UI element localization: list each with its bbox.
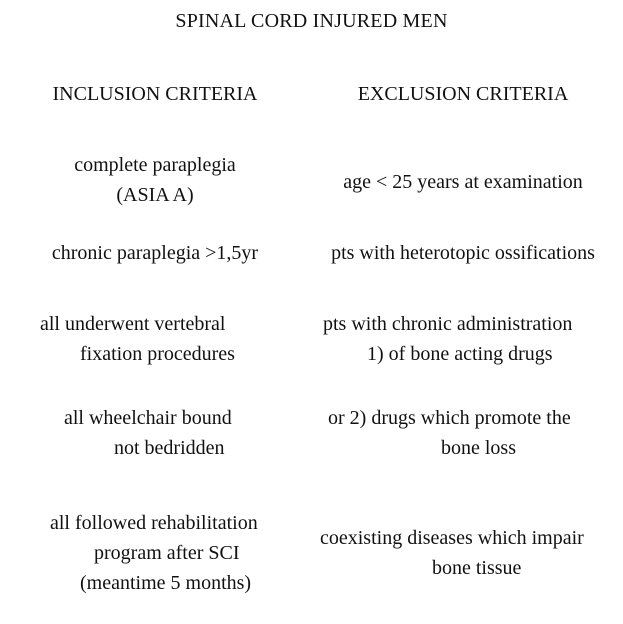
inclusion-item	[64, 403, 232, 463]
exclusion-item	[328, 403, 571, 463]
inclusion-item-line: complete paraplegia	[74, 154, 236, 176]
exclusion-item-line: pts with heterotopic ossifications	[331, 242, 595, 264]
inclusion-item-line: program after SCI	[94, 542, 240, 564]
exclusion-item-line: age < 25 years at examination	[343, 171, 583, 193]
inclusion-item	[40, 309, 235, 369]
exclusion-item-line: bone tissue	[432, 557, 522, 579]
exclusion-item	[313, 167, 613, 197]
inclusion-item-line: (ASIA A)	[116, 184, 194, 206]
exclusion-item-line: bone loss	[441, 437, 516, 459]
inclusion-item-line: not bedridden	[114, 437, 225, 459]
exclusion-item	[323, 309, 572, 369]
inclusion-item	[10, 238, 300, 268]
exclusion-item-line: pts with chronic administration	[323, 313, 573, 335]
exclusion-item-line: 1) of bone acting drugs	[367, 343, 553, 365]
inclusion-heading: INCLUSION CRITERIA	[52, 83, 258, 105]
inclusion-item-line: all followed rehabilitation	[50, 512, 258, 534]
inclusion-item	[50, 508, 258, 598]
inclusion-item-line: fixation procedures	[80, 343, 235, 365]
exclusion-item-line: coexisting diseases which impair	[320, 527, 584, 549]
exclusion-heading: EXCLUSION CRITERIA	[357, 83, 569, 105]
figure-title: SPINAL CORD INJURED MEN	[175, 10, 448, 32]
exclusion-item-line: or 2) drugs which promote the	[328, 407, 571, 429]
inclusion-item	[20, 150, 290, 210]
inclusion-item-line: chronic paraplegia >1,5yr	[51, 242, 259, 264]
inclusion-item-line: all wheelchair bound	[64, 407, 232, 429]
exclusion-item	[313, 238, 613, 268]
exclusion-item	[320, 523, 584, 583]
inclusion-item-line: all underwent vertebral	[40, 313, 226, 335]
inclusion-item-line: (meantime 5 months)	[80, 572, 252, 594]
